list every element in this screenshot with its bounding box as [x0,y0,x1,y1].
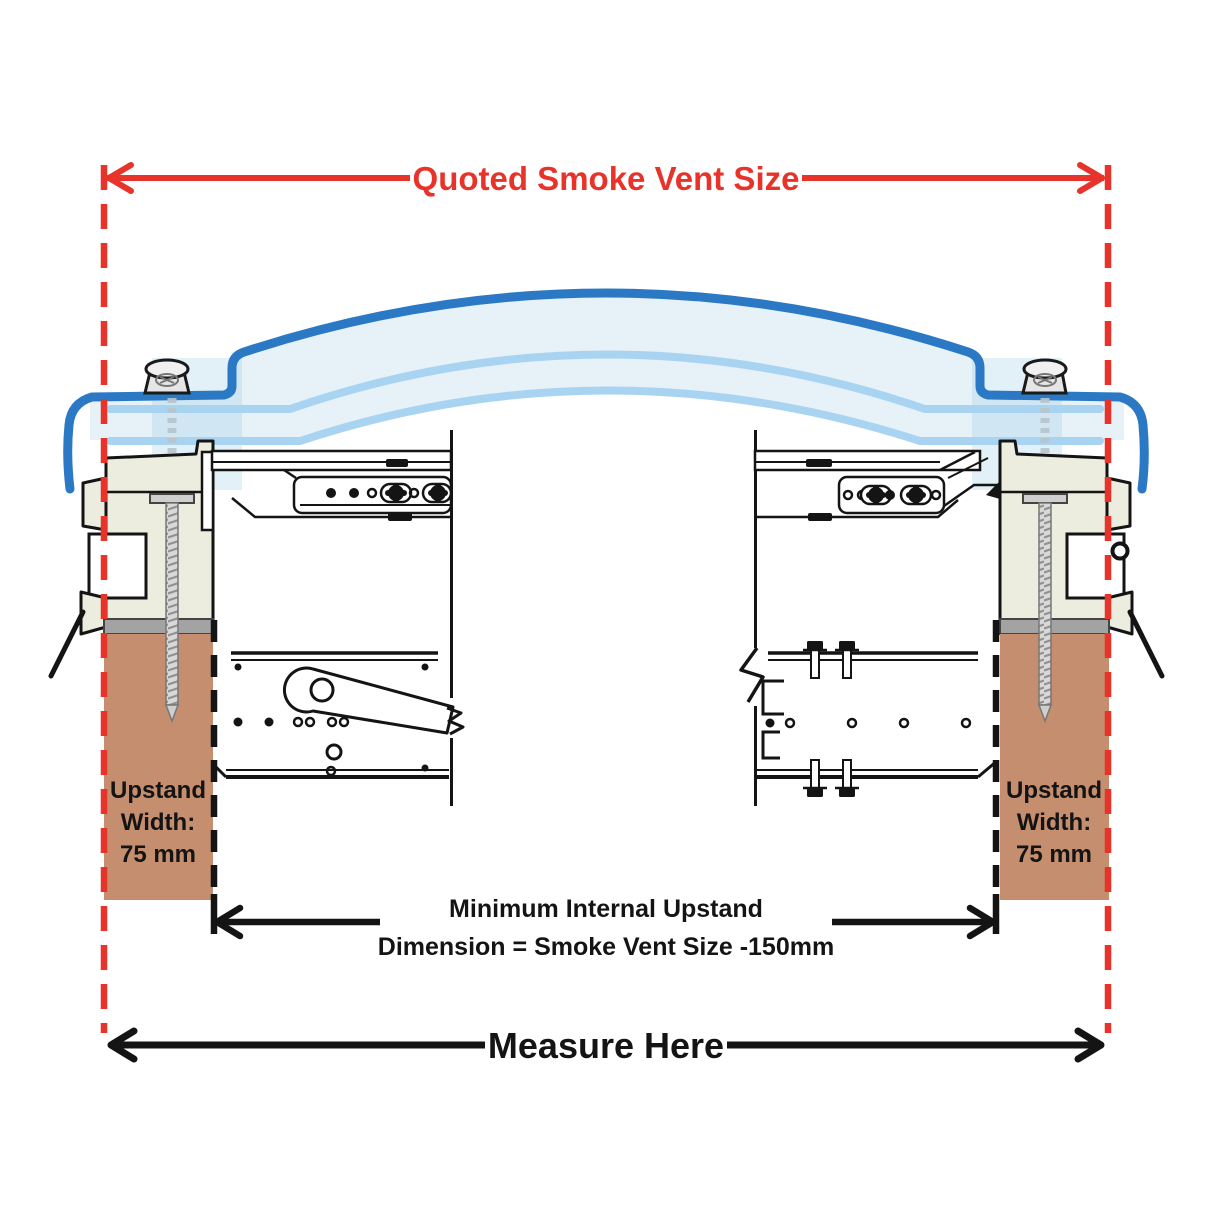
screw-shaft [1039,503,1051,705]
svg-text:75 mm: 75 mm [1015,841,1093,868]
dome-glazing-fill [90,294,1124,440]
dome-screw-head-icon [145,360,189,393]
right-rail-tab-bottom [808,513,832,521]
quoted-size-title: Quoted Smoke Vent Size [412,160,800,197]
svg-text:Upstand: Upstand [1006,777,1102,804]
hinge-pin-icon [1113,544,1128,559]
screw-shaft [166,503,178,705]
right-slide-rail [755,451,997,521]
arm-pivot-hole [311,679,333,701]
left-actuator-arm [213,653,464,777]
left-roof-line [51,612,83,676]
dome-screw-head-icon [1023,360,1066,393]
measure-here-arrow [110,1025,1102,1066]
left-sill [104,619,213,634]
svg-text:Upstand: Upstand [110,777,206,804]
right-rail-tab-top [806,459,832,467]
right-roof-line [1130,612,1162,676]
quoted-size-arrow [107,160,1104,197]
upstand-width-label-left [110,777,206,868]
left-notch [89,534,146,598]
upstand-width-label-right [1006,777,1102,868]
upstand-walls [104,619,1109,900]
measure-here-label: Measure Here [487,1025,725,1066]
internal-dimension-label-line2: Dimension = Smoke Vent Size -150mm [377,933,835,961]
svg-text:Width:: Width: [1016,809,1092,836]
right-actuator-bracket [738,641,997,797]
internal-dimension-label-line1: Minimum Internal Upstand [449,895,763,923]
svg-text:Width:: Width: [120,809,196,836]
left-rail-tab-top [386,459,408,467]
svg-text:75 mm: 75 mm [119,841,197,868]
left-rail-tab-bottom [388,513,412,521]
left-rail-bar [212,451,451,470]
screw-washer [1023,494,1067,503]
arm-lever [284,668,453,733]
left-slide-rail [202,451,451,530]
right-sill [1000,619,1109,634]
internal-dimension-arrow [216,895,994,961]
screw-washer [150,494,194,503]
